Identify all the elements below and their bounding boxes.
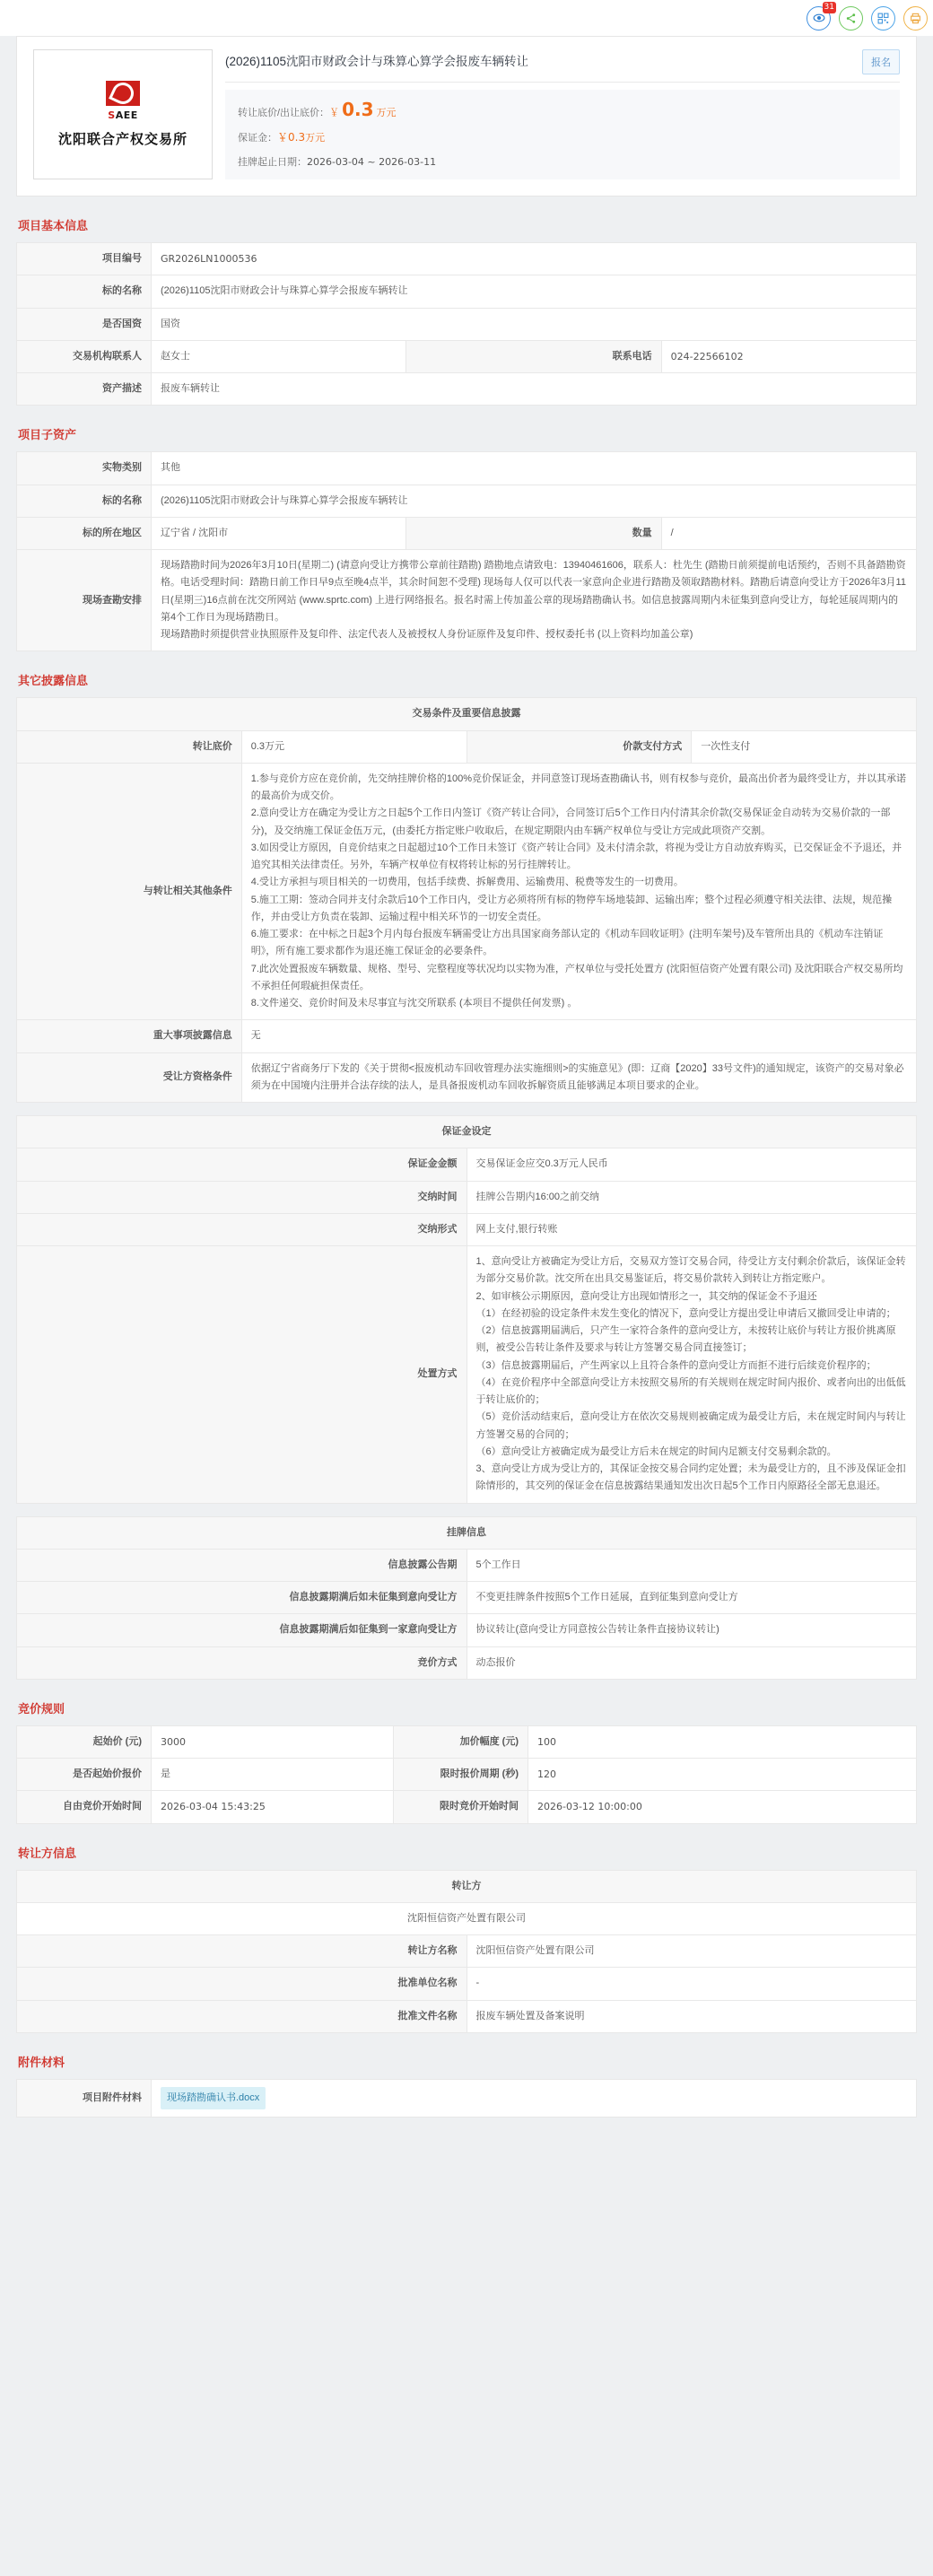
quantity-value: /: [661, 517, 916, 549]
table-row: [17, 1582, 917, 1614]
table-row: [17, 550, 917, 651]
term-item: 3.如因受让方原因，自竞价结束之日起超过10个工作日未签订《资产转让合同》及未付清余款，将视为受让方自动放弃购买，已交保证金不予退还，并追究其相关法律责任。另外，车辆产权单位有权将转让标的另行挂牌转让。: [250, 842, 902, 870]
deposit-time-value: 挂牌公告期内16:00之前交纳: [466, 1181, 917, 1213]
section-subasset-title: 项目子资产: [18, 428, 77, 442]
floor-price-label: 转让底价/出让底价：: [238, 108, 330, 118]
approve-doc-value: 报废车辆处置及备案说明: [466, 2000, 917, 2032]
eye-icon: [813, 12, 825, 24]
table-row: [17, 1181, 917, 1213]
subject-name-value: (2026)1105沈阳市财政会计与珠算心算学会报废车辆转让: [152, 275, 917, 308]
table-row: [17, 1516, 917, 1549]
listing-period-row: [238, 154, 887, 169]
limit-bid-start-label: 限时竞价开始时间: [394, 1791, 528, 1823]
increment-label: 加价幅度 (元): [394, 1725, 528, 1758]
term-item: 2.意向受让方在确定为受让方之日起5个工作日内签订《资产转让合同》，合同签订后5个工作日内付清其余价款(交易保证金自动转为交易价款的一部分)，及交纳施工保证金伍万元，(由委托方指定账户收取后，在规定期限内由车辆产权单位与受让方完成此项资产交割。: [250, 808, 891, 836]
exchange-name: 沈阳联合产权交易所: [57, 132, 187, 147]
table-row: [17, 763, 917, 1020]
watch-button[interactable]: [807, 2, 834, 31]
contact-person-label: 交易机构联系人: [17, 340, 152, 372]
table-row: [17, 2079, 917, 2117]
share-icon: [845, 13, 857, 24]
region-label: 标的所在地区: [17, 517, 152, 549]
listing-period-label: 挂牌起止日期：: [238, 157, 307, 168]
section-bidding-rules-title: 竞价规则: [18, 1701, 65, 1716]
handling-item: 2、如审核公示期原因，意向受让方出现如情形之一，其交纳的保证金不予退还: [475, 1290, 817, 1302]
asset-desc-label: 资产描述: [17, 373, 152, 406]
table-row: [17, 243, 917, 275]
deposit-table-title: 保证金设定: [17, 1116, 917, 1148]
handling-item: （2）信息披露期届满后，只产生一家符合条件的意向受让方，未按转让底价与转让方报价挑离原则，被受公告转让条件及要求与转让方签署交易合同直接签订；: [475, 1325, 896, 1354]
start-price-value: 3000: [152, 1725, 394, 1758]
hero-right: [225, 49, 900, 179]
table-row: [17, 517, 917, 549]
table-row: [17, 1549, 917, 1581]
is-start-bid-label: 是否起始价报价: [17, 1759, 152, 1791]
hero-facts: [225, 90, 900, 179]
deposit-value: ￥0.3: [277, 131, 306, 144]
exchange-logo-box: [33, 49, 213, 179]
term-item: 6.施工要求：在中标之日起3个月内每台报废车辆需受让方出具国家商务部认定的《机动车回收证明》(注明车架号)及车管所出具的《机动车注销证明》，所有施工要求都作为退还施工保证金的必要条件。: [250, 929, 884, 957]
transferor-name-label: 转让方名称: [17, 1935, 467, 1968]
start-price-label: 起始价 (元): [17, 1725, 152, 1758]
print-icon: [910, 13, 921, 24]
table-row: [17, 1759, 917, 1791]
physical-category-value: 其他: [152, 452, 917, 485]
table-row: [17, 1935, 917, 1968]
disclosure-table: [16, 697, 917, 1103]
attachment-label: 项目附件材料: [17, 2079, 152, 2117]
qrcode-icon: [877, 13, 889, 24]
print-button[interactable]: [903, 6, 928, 31]
table-row: [17, 1148, 917, 1181]
no-intent-label: 信息披露期满后如未征集到意向受让方: [17, 1582, 467, 1614]
table-row: [17, 1725, 917, 1758]
table-row: [17, 275, 917, 308]
payment-method-label: 价款支付方式: [466, 730, 692, 763]
payment-method-value: 一次性支付: [692, 730, 917, 763]
state-owned-value: 国资: [152, 308, 917, 340]
transferor-table-title: 转让方: [17, 1870, 917, 1902]
table-row: [17, 1968, 917, 2000]
term-item: 5.施工工期：签动合同并支付余款后10个工作日内，受让方必须将所有标的物停车场地装卸、运输出库；整个过程必须遵守相关法律、法规，规范操作，并由受让方负责在装卸、运输过程中相关环节的一切安全责任。: [250, 894, 893, 922]
site-survey-label: 现场查勘安排: [17, 550, 152, 651]
approve-unit-value: -: [466, 1968, 917, 2000]
share-button[interactable]: [839, 6, 863, 31]
section-other-disclosure-title: 其它披露信息: [18, 674, 89, 688]
watch-count-badge: 31: [824, 2, 834, 12]
handling-item: （5）竞价活动结束后，意向受让方在依次交易规则被确定成为最受让方后，未在规定时间内与转让方签署交易的合同的；: [475, 1411, 906, 1440]
state-owned-label: 是否国资: [17, 308, 152, 340]
approve-unit-label: 批准单位名称: [17, 1968, 467, 2000]
deposit-unit: 万元: [305, 133, 326, 144]
other-terms-label: 与转让相关其他条件: [17, 763, 242, 1020]
listing-period-value: 2026-03-04 ~ 2026-03-11: [307, 156, 437, 168]
floor-price-value: 0.3: [342, 99, 374, 120]
contact-person-value: 赵女士: [152, 340, 406, 372]
free-bid-start-value: 2026-03-04 15:43:25: [152, 1791, 394, 1823]
no-intent-value: 不变更挂牌条件按照5个工作日延展，直到征集到意向受让方: [466, 1582, 917, 1614]
top-action-bar: [0, 0, 933, 36]
deposit-amount-value: 交易保证金应交0.3万元人民币: [466, 1148, 917, 1181]
major-matters-value: 无: [241, 1020, 916, 1052]
increment-value: 100: [528, 1725, 917, 1758]
handling-item: 1、意向受让方被确定为受让方后，交易双方签订交易合同，待受让方支付剩余价款后，该保证金转为部分交易价款。沈交所在出具交易鉴证后，将交易价款转入到转让方指定账户。: [475, 1256, 906, 1285]
limit-cycle-label: 限时报价周期 (秒): [394, 1759, 528, 1791]
subject-name-label: 标的名称: [17, 275, 152, 308]
approve-doc-label: 批准文件名称: [17, 2000, 467, 2032]
table-row: [17, 1614, 917, 1646]
is-start-bid-value: 是: [152, 1759, 394, 1791]
table-row: [17, 1646, 917, 1679]
deposit-row: [238, 129, 887, 144]
limit-bid-start-value: 2026-03-12 10:00:00: [528, 1791, 917, 1823]
one-intent-label: 信息披露期满后如征集到一家意向受让方: [17, 1614, 467, 1646]
table-row: [17, 1213, 917, 1245]
handling-method-label: 处置方式: [17, 1246, 467, 1504]
page-body: [0, 36, 933, 2139]
other-terms-value: [241, 763, 916, 1020]
saee-wordmark-prefix: S: [108, 109, 116, 121]
hero-card: [16, 36, 917, 196]
qualification-value: 依据辽宁省商务厅下发的《关于贯彻<报废机动车回收管理办法实施细则>的实施意见》(即：辽商【2020】33号文件)的通知规定，该资产的交易对象必须为在中国境内注册并合法存续的法人，是具备报废机动车回收拆解资质且能够满足本项目要求的企业。: [241, 1052, 916, 1103]
handling-item: 3、意向受让方成为受让方的，其保证金按交易合同约定处置；未为最受让方的，且不涉及保证金扣除情形的，其交列的保证金在信息披露结果通知发出次日起5个工作日内原路径全部无息退还。: [475, 1463, 906, 1492]
transferor-company-name: 沈阳恒信资产处置有限公司: [17, 1902, 917, 1934]
deposit-table: [16, 1115, 917, 1504]
hero: [33, 49, 900, 179]
site-survey-value: [152, 550, 917, 651]
handling-method-value: [466, 1246, 917, 1504]
table-row: [17, 340, 917, 372]
floor-price-label: 转让底价: [17, 730, 242, 763]
subasset-name-label: 标的名称: [17, 485, 152, 517]
limit-cycle-value: 120: [528, 1759, 917, 1791]
handling-item: （6）意向受让方被确定成为最受让方后未在规定的时间内足额支付交易剩余款的。: [475, 1445, 837, 1457]
deposit-form-value: 网上支付,银行转账: [466, 1213, 917, 1245]
table-row: [17, 308, 917, 340]
table-row: [17, 1116, 917, 1148]
bid-method-label: 竞价方式: [17, 1646, 467, 1679]
handling-item: （1）在经初验的设定条件未发生变化的情况下，意向受让方提出受让申请后又撤回受让申请的；: [475, 1307, 896, 1319]
project-no-value: GR2026LN1000536: [152, 243, 917, 275]
one-intent-value: 协议转让(意向受让方同意按公告转让条件直接协议转让): [466, 1614, 917, 1646]
bidding-rules-table: [16, 1725, 917, 1824]
attachment-file-link[interactable]: 现场踏勘确认书.docx: [161, 2087, 266, 2109]
section-attachments-title: 附件材料: [18, 2055, 65, 2069]
handling-item: （3）信息披露期届后，产生两家以上且符合条件的意向受让方而拒不进行后续竞价程序的；: [475, 1359, 876, 1371]
currency-symbol: ￥: [329, 108, 340, 118]
site-survey-paragraph: 现场踏勘时间为2026年3月10日(星期二) (请意向受让方携带公章前往踏勘) 踏勘地点请致电：13940461606，联系人：杜先生 (踏勘日前须提前电话预约，否则不具备踏勘资格。电话受理时间：踏勘日前工作日早9点至晚4点半，其余时间恕不受理) 现场每人仅可以代表一家意向企业进行踏勘及领取踏勘材料。踏勘后请意向受让方于2026年3月11日(星期三)16点前在沈交所网站 (www.sprtc.com) 上进行网络报名。报名时需上传加盖公章的现场踏勘确认书。如信息披露周期内未征集到意向受让方，每轮延展周期内的第4个工作日为现场踏勘日。: [161, 560, 906, 623]
term-item: 1.参与竞价方应在竞价前，先交纳挂牌价格的100%竞价保证金，并同意签订现场查勘确认书，则有权参与竞价，最高出价者为最终受让方，并以其承诺的最高价为成交价。: [250, 773, 907, 801]
table-row: [17, 1902, 917, 1934]
table-row: [17, 1870, 917, 1902]
floor-price-row: [238, 100, 887, 119]
physical-category-label: 实物类别: [17, 452, 152, 485]
deposit-amount-label: 保证金金额: [17, 1148, 467, 1181]
deposit-time-label: 交纳时间: [17, 1181, 467, 1213]
subasset-name-value: (2026)1105沈阳市财政会计与珠算心算学会报废车辆转让: [152, 485, 917, 517]
section-basic-info-title: 项目基本信息: [18, 219, 89, 232]
floor-price-value: 0.3万元: [241, 730, 466, 763]
term-item: 7.此次处置报废车辆数量、规格、型号、完整程度等状况均以实物为准，产权单位与受托处置方 (沈阳恒信资产处置有限公司) 及沈阳联合产权交易所均不承担任何瑕疵担保责任。: [250, 963, 903, 991]
section-transferor-title: 转让方信息: [18, 1846, 77, 1860]
floor-price-unit: 万元: [376, 108, 397, 118]
table-row: [17, 1020, 917, 1052]
publish-period-value: 5个工作日: [466, 1549, 917, 1581]
project-no-label: 项目编号: [17, 243, 152, 275]
table-row: [17, 373, 917, 406]
basic-info-table: [16, 242, 917, 406]
quantity-label: 数量: [406, 517, 661, 549]
free-bid-start-label: 自由竞价开始时间: [17, 1791, 152, 1823]
table-row: [17, 2000, 917, 2032]
qrcode-button[interactable]: [871, 6, 895, 31]
page-title: (2026)1105沈阳市财政会计与珠算心算学会报废车辆转让: [225, 54, 529, 68]
transferor-table: [16, 1870, 917, 2033]
term-item: 8.文件递交、竞价时间及未尽事宜与沈交所联系 (本项目不提供任何发票) 。: [250, 998, 578, 1009]
table-row: [17, 698, 917, 730]
region-value: 辽宁省 / 沈阳市: [152, 517, 406, 549]
saee-logo-mark: [106, 81, 140, 106]
table-row: [17, 730, 917, 763]
contact-phone-value: 024-22566102: [661, 340, 916, 372]
apply-button[interactable]: 报名: [862, 49, 900, 74]
table-row: [17, 452, 917, 485]
table-row: [17, 1246, 917, 1504]
publish-period-label: 信息披露公告期: [17, 1549, 467, 1581]
bid-method-value: 动态报价: [466, 1646, 917, 1679]
disclosure-table-title: 交易条件及重要信息披露: [17, 698, 917, 730]
qualification-label: 受让方资格条件: [17, 1052, 242, 1103]
transferor-name-value: 沈阳恒信资产处置有限公司: [466, 1935, 917, 1968]
hero-title-row: [225, 49, 900, 83]
attachments-table: [16, 2079, 917, 2118]
contact-phone-label: 联系电话: [406, 340, 661, 372]
major-matters-label: 重大事项披露信息: [17, 1020, 242, 1052]
table-row: [17, 1052, 917, 1103]
saee-wordmark: [108, 109, 137, 121]
table-row: [17, 485, 917, 517]
asset-desc-value: 报废车辆转让: [152, 373, 917, 406]
table-row: [17, 1791, 917, 1823]
term-item: 4.受让方承担与项目相关的一切费用，包括手续费、拆解费用、运输费用、税费等发生的一切费用。: [250, 877, 684, 888]
handling-item: （4）在竞价程序中全部意向受让方未按照交易所的有关规则在规定时间内报价、或者向出的出低低于转让底价的；: [475, 1376, 906, 1405]
deposit-label: 保证金：: [238, 133, 277, 144]
saee-wordmark-rest: AEE: [115, 109, 138, 121]
listing-table-title: 挂牌信息: [17, 1516, 917, 1549]
deposit-form-label: 交纳形式: [17, 1213, 467, 1245]
listing-table: [16, 1516, 917, 1680]
subasset-table: [16, 451, 917, 651]
attachment-cell: [152, 2079, 917, 2117]
site-survey-paragraph: 现场踏勘时须提供营业执照原件及复印件、法定代表人及被授权人身份证原件及复印件、授权委托书 (以上资料均加盖公章): [161, 629, 693, 640]
